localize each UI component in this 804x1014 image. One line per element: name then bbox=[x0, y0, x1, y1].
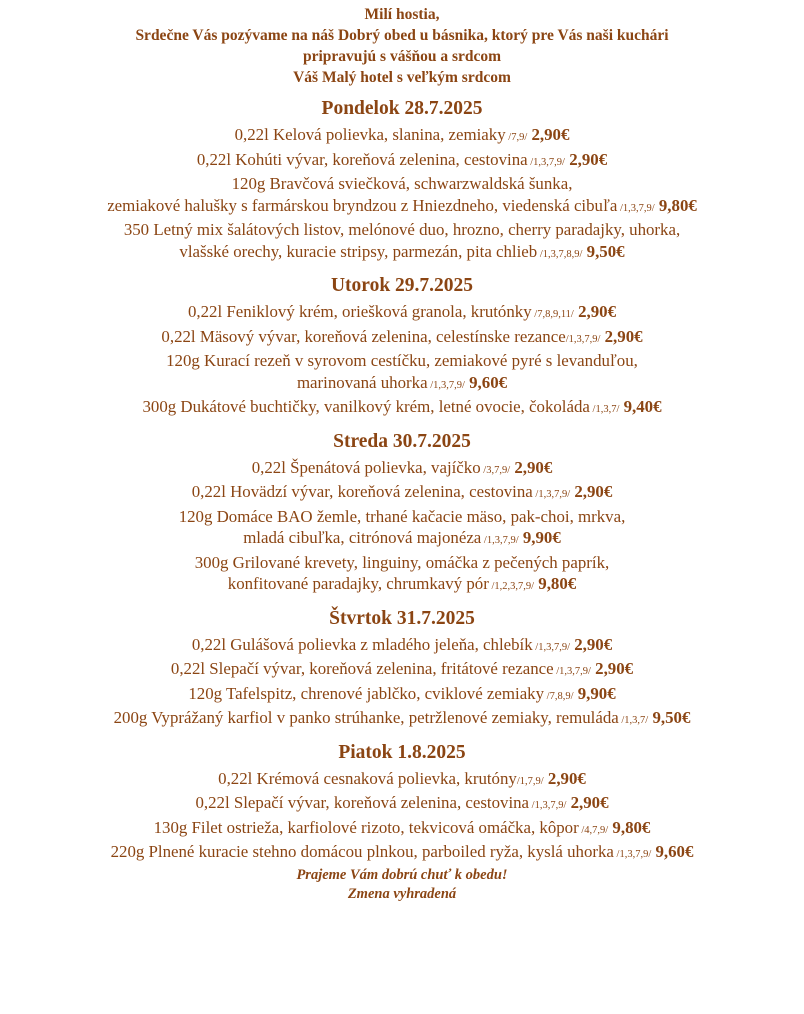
menu-item-line bbox=[0, 634, 804, 659]
intro-block bbox=[0, 4, 804, 88]
menu-item bbox=[0, 457, 804, 482]
menu-item-line bbox=[0, 573, 804, 598]
allergens: /1,3,7,8,9/ bbox=[537, 248, 583, 260]
day-section bbox=[0, 741, 804, 866]
allergens: /1,3,7,9/ bbox=[532, 489, 571, 500]
menu-item-text: 350 Letný mix šalátových listov, melónové duo, hrozno, cherry paradajky, uhorka, bbox=[123, 220, 681, 239]
menu-item-text: zemiakové halušky s farmárskou bryndzou z Hniezdneho, viedenská cibuľa bbox=[107, 195, 618, 215]
menu-item-line bbox=[0, 396, 804, 421]
price: 2,90€ bbox=[514, 457, 553, 477]
allergens: /1,3,7/ bbox=[589, 404, 620, 415]
menu-item-line bbox=[0, 326, 804, 351]
allergens: /1,3,7,9/ bbox=[553, 666, 591, 677]
menu-item-text: vlašské orechy, kuracie stripsy, parmezán, pita chlieb bbox=[179, 241, 538, 261]
day-section bbox=[0, 97, 804, 265]
price: 9,40€ bbox=[623, 397, 662, 416]
price: 9,90€ bbox=[577, 683, 616, 703]
menu-item-line bbox=[0, 173, 804, 195]
menu-item-text: 0,22l Kohúti vývar, koreňová zelenina, cestovina bbox=[196, 149, 528, 169]
menu-item bbox=[0, 552, 804, 598]
menu-item-text: 0,22l Gulášová polievka z mladého jeleňa, chlebík bbox=[191, 634, 533, 654]
day-section bbox=[0, 607, 804, 732]
price: 2,90€ bbox=[595, 659, 634, 678]
price: 2,90€ bbox=[569, 149, 608, 169]
invitation-line: pripravujú s vášňou a srdcom bbox=[302, 48, 502, 65]
allergens: /1,3,7,9/ bbox=[427, 379, 465, 391]
menu-item bbox=[0, 792, 804, 817]
price: 9,80€ bbox=[538, 574, 577, 593]
menu-item bbox=[0, 634, 804, 659]
menu-item-line bbox=[0, 527, 804, 552]
allergens: /1,2,3,7,9/ bbox=[488, 581, 535, 592]
menu-item-line bbox=[0, 792, 804, 817]
menu-item-text: 300g Grilované krevety, linguiny, omáčka z pečených paprík, bbox=[194, 552, 610, 572]
price: 2,90€ bbox=[531, 125, 570, 144]
allergens: /7,8,9/ bbox=[544, 690, 574, 702]
menu-item-text: 0,22l Krémová cesnaková polievka, krutóny bbox=[218, 768, 517, 788]
menu-item-text: 0,22l Slepačí vývar, koreňová zelenina, cestovina bbox=[195, 793, 530, 812]
hotel-signature: Váš Malý hotel s veľkým srdcom bbox=[293, 69, 511, 86]
menu-item bbox=[0, 683, 804, 708]
price: 9,60€ bbox=[469, 372, 508, 392]
price: 9,50€ bbox=[586, 241, 625, 261]
menu-item-text: 200g Vyprážaný karfiol v panko strúhanke, petržlenové zemiaky, remuláda bbox=[113, 708, 619, 727]
allergens: /1,3,7,9/ bbox=[529, 800, 567, 811]
price: 2,90€ bbox=[574, 482, 613, 501]
menu-item-line bbox=[0, 683, 804, 708]
menu-item-line bbox=[0, 219, 804, 241]
menu-item bbox=[0, 301, 804, 326]
allergens: /3,7,9/ bbox=[480, 464, 511, 476]
day-title: Utorok 29.7.2025 bbox=[330, 275, 474, 296]
menu-item bbox=[0, 768, 804, 793]
closing-block bbox=[0, 866, 804, 904]
allergens: /1,3,7,9/ bbox=[481, 535, 519, 546]
menu-item-text: mladá cibuľka, citrónová majonéza bbox=[243, 528, 482, 547]
menu-item-line bbox=[0, 124, 804, 149]
menu-item bbox=[0, 124, 804, 149]
day-section bbox=[0, 274, 804, 421]
allergens: /7,8,9,11/ bbox=[531, 309, 574, 320]
menu-item-line bbox=[0, 301, 804, 326]
menu-item-text: 0,22l Feniklový krém, oriešková granola, krutónky bbox=[187, 302, 532, 321]
price: 2,90€ bbox=[578, 302, 617, 321]
day-title: Piatok 1.8.2025 bbox=[338, 741, 466, 763]
day-title: Streda 30.7.2025 bbox=[333, 430, 471, 452]
menu-item-text: 0,22l Slepačí vývar, koreňová zelenina, fritátové rezance bbox=[170, 659, 554, 678]
menu-item-text: 0,22l Špenátová polievka, vajíčko bbox=[251, 457, 481, 477]
price: 2,90€ bbox=[570, 793, 609, 812]
allergens: /4,7,9/ bbox=[578, 824, 609, 836]
price: 9,80€ bbox=[612, 817, 651, 837]
price: 2,90€ bbox=[604, 326, 643, 346]
menu-item bbox=[0, 506, 804, 552]
invitation-line: Srdečne Vás pozývame na náš Dobrý obed u básnika, ktorý pre Vás naši kuchári bbox=[135, 27, 669, 44]
menu-item-line bbox=[0, 552, 804, 574]
allergens: /1,3,7,9/ bbox=[613, 849, 652, 860]
menu-item bbox=[0, 817, 804, 842]
menu-item bbox=[0, 173, 804, 219]
menu-item-text: 0,22l Mäsový vývar, koreňová zelenina, celestínske rezance bbox=[161, 326, 566, 346]
price: 9,50€ bbox=[652, 708, 691, 727]
price: 9,60€ bbox=[655, 842, 694, 861]
allergens: /7,9/ bbox=[505, 132, 528, 143]
menu-item-line bbox=[0, 457, 804, 482]
menu-item-text: 130g Filet ostrieža, karfiolové rizoto, tekvicová omáčka, kôpor bbox=[153, 817, 579, 837]
menu-item-text: 220g Plnené kuracie stehno domácou plnkou, parboiled ryža, kyslá uhorka bbox=[110, 842, 614, 861]
menu-item-text: 120g Kurací rezeň v syrovom cestíčku, zemiakové pyré s levanduľou, bbox=[166, 351, 638, 370]
day-title: Pondelok 28.7.2025 bbox=[321, 98, 483, 119]
menu-item bbox=[0, 326, 804, 351]
menu-item-line bbox=[0, 768, 804, 793]
menu-item-line bbox=[0, 658, 804, 683]
menu-item bbox=[0, 219, 804, 265]
menu-item-line bbox=[0, 841, 804, 866]
menu-item bbox=[0, 149, 804, 174]
allergens: /1,3,7,9/ bbox=[527, 156, 565, 168]
menu-item-line bbox=[0, 195, 804, 220]
price: 9,80€ bbox=[658, 195, 697, 215]
menu-item-line bbox=[0, 149, 804, 174]
menu-item-line bbox=[0, 350, 804, 372]
menu-item-text: 0,22l Hovädzí vývar, koreňová zelenina, cestovina bbox=[191, 482, 533, 501]
menu-item bbox=[0, 481, 804, 506]
menu-item-line bbox=[0, 707, 804, 732]
menu-item-text: 120g Bravčová sviečková, schwarzwaldská šunka, bbox=[231, 174, 573, 193]
price: 2,90€ bbox=[574, 634, 613, 654]
menu-item-line bbox=[0, 817, 804, 842]
allergens: /1,7,9/ bbox=[516, 775, 544, 787]
greeting: Milí hostia, bbox=[364, 6, 440, 23]
menu-item bbox=[0, 658, 804, 683]
menu-item bbox=[0, 707, 804, 732]
menu-item bbox=[0, 396, 804, 421]
menu-item-line bbox=[0, 372, 804, 397]
allergens: /1,3,7,9/ bbox=[565, 333, 601, 345]
allergens: /1,3,7,9/ bbox=[617, 202, 655, 214]
closing-wish: Prajeme Vám dobrú chuť k obedu! bbox=[296, 866, 508, 883]
allergens: /1,3,7/ bbox=[618, 715, 649, 726]
day-title: Štvrtok 31.7.2025 bbox=[329, 607, 475, 629]
menu-item-text: konfitované paradajky, chrumkavý pór bbox=[227, 574, 489, 593]
menu-item bbox=[0, 841, 804, 866]
menu-item-text: 300g Dukátové buchtičky, vanilkový krém, letné ovocie, čokoláda bbox=[142, 397, 590, 416]
menu-item-text: 120g Domáce BAO žemle, trhané kačacie mäso, pak-choi, mrkva, bbox=[178, 506, 626, 526]
menu-item bbox=[0, 350, 804, 396]
menu-item-text: marinovaná uhorka bbox=[296, 372, 428, 392]
day-section bbox=[0, 430, 804, 598]
menu-item-line bbox=[0, 506, 804, 528]
price: 9,90€ bbox=[522, 528, 561, 547]
menu-item-line bbox=[0, 241, 804, 266]
menu-item-line bbox=[0, 481, 804, 506]
menu-item-text: 0,22l Kelová polievka, slanina, zemiaky bbox=[234, 125, 506, 144]
daily-menus bbox=[0, 97, 804, 866]
menu-item-text: 120g Tafelspitz, chrenové jablčko, cviklové zemiaky bbox=[188, 683, 545, 703]
closing-note: Zmena vyhradená bbox=[347, 885, 457, 902]
price: 2,90€ bbox=[547, 768, 586, 788]
allergens: /1,3,7,9/ bbox=[532, 641, 570, 653]
